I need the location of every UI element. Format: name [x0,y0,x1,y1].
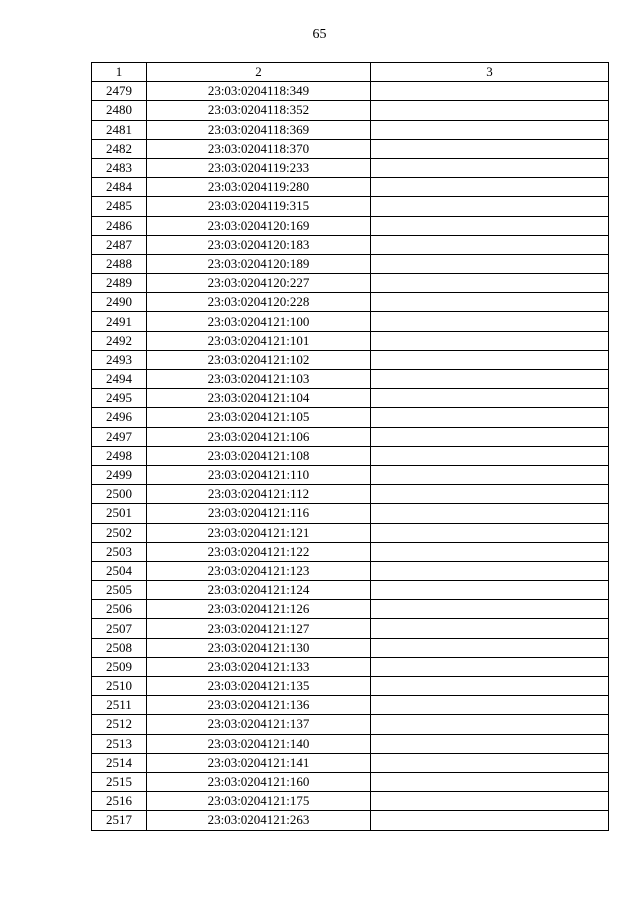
table-row [92,619,609,638]
row-number-cell: 2498 [92,446,147,465]
row-number-cell: 2503 [92,542,147,561]
table-row [92,811,609,830]
row-number-cell: 2512 [92,715,147,734]
row-number-cell: 2489 [92,274,147,293]
row-number-cell: 2482 [92,139,147,158]
cadastral-number-cell: 23:03:0204120:189 [147,254,371,273]
row-number-cell: 2501 [92,504,147,523]
cadastral-number-cell: 23:03:0204121:127 [147,619,371,638]
cadastral-number-cell: 23:03:0204118:352 [147,101,371,120]
row-number-cell: 2507 [92,619,147,638]
table-row [92,772,609,791]
column-header-1: 1 [92,63,147,82]
table-row [92,408,609,427]
table-row [92,158,609,177]
row-number-cell: 2488 [92,254,147,273]
cadastral-number-cell: 23:03:0204121:135 [147,677,371,696]
notes-cell [371,523,609,542]
cadastral-number-cell: 23:03:0204121:263 [147,811,371,830]
cadastral-number-cell: 23:03:0204121:110 [147,465,371,484]
row-number-cell: 2492 [92,331,147,350]
table-row [92,792,609,811]
notes-cell [371,370,609,389]
table-row [92,734,609,753]
table-row [92,331,609,350]
table-row [92,389,609,408]
notes-cell [371,734,609,753]
cadastral-number-cell: 23:03:0204121:133 [147,657,371,676]
row-number-cell: 2490 [92,293,147,312]
notes-cell [371,331,609,350]
table-row [92,427,609,446]
cadastral-number-cell: 23:03:0204121:103 [147,370,371,389]
table-row [92,312,609,331]
table-row [92,350,609,369]
table-header-row [92,63,609,82]
notes-cell [371,504,609,523]
cadastral-number-cell: 23:03:0204120:183 [147,235,371,254]
notes-cell [371,465,609,484]
table-row [92,197,609,216]
table-row [92,446,609,465]
row-number-cell: 2506 [92,600,147,619]
table-body [92,63,609,831]
row-number-cell: 2497 [92,427,147,446]
notes-cell [371,350,609,369]
table-row [92,178,609,197]
notes-cell [371,274,609,293]
table-row [92,485,609,504]
notes-cell [371,158,609,177]
cadastral-number-cell: 23:03:0204121:136 [147,696,371,715]
row-number-cell: 2510 [92,677,147,696]
column-header-3: 3 [371,63,609,82]
row-number-cell: 2487 [92,235,147,254]
notes-cell [371,696,609,715]
notes-cell [371,427,609,446]
cadastral-number-cell: 23:03:0204121:123 [147,561,371,580]
cadastral-number-cell: 23:03:0204120:228 [147,293,371,312]
table-row [92,120,609,139]
row-number-cell: 2504 [92,561,147,580]
table-row [92,293,609,312]
cadastral-table [91,62,609,831]
cadastral-number-cell: 23:03:0204121:104 [147,389,371,408]
notes-cell [371,600,609,619]
cadastral-number-cell: 23:03:0204121:122 [147,542,371,561]
cadastral-number-cell: 23:03:0204118:349 [147,82,371,101]
table-row [92,254,609,273]
column-header-2: 2 [147,63,371,82]
table-row [92,370,609,389]
cadastral-number-cell: 23:03:0204120:169 [147,216,371,235]
table-row [92,504,609,523]
table-row [92,715,609,734]
cadastral-number-cell: 23:03:0204121:108 [147,446,371,465]
row-number-cell: 2479 [92,82,147,101]
notes-cell [371,619,609,638]
table-row [92,561,609,580]
table-row [92,274,609,293]
notes-cell [371,581,609,600]
notes-cell [371,389,609,408]
notes-cell [371,293,609,312]
cadastral-number-cell: 23:03:0204121:141 [147,753,371,772]
cadastral-number-cell: 23:03:0204121:112 [147,485,371,504]
row-number-cell: 2499 [92,465,147,484]
row-number-cell: 2508 [92,638,147,657]
notes-cell [371,446,609,465]
cadastral-number-cell: 23:03:0204121:160 [147,772,371,791]
row-number-cell: 2483 [92,158,147,177]
table-row [92,523,609,542]
row-number-cell: 2511 [92,696,147,715]
row-number-cell: 2516 [92,792,147,811]
cadastral-number-cell: 23:03:0204119:280 [147,178,371,197]
row-number-cell: 2515 [92,772,147,791]
notes-cell [371,638,609,657]
notes-cell [371,753,609,772]
table-row [92,235,609,254]
row-number-cell: 2481 [92,120,147,139]
notes-cell [371,101,609,120]
table-row [92,753,609,772]
notes-cell [371,657,609,676]
row-number-cell: 2509 [92,657,147,676]
table-row [92,101,609,120]
cadastral-number-cell: 23:03:0204121:101 [147,331,371,350]
table-row [92,542,609,561]
cadastral-number-cell: 23:03:0204121:137 [147,715,371,734]
cadastral-number-cell: 23:03:0204119:233 [147,158,371,177]
notes-cell [371,542,609,561]
table-row [92,465,609,484]
notes-cell [371,792,609,811]
notes-cell [371,139,609,158]
row-number-cell: 2480 [92,101,147,120]
cadastral-number-cell: 23:03:0204121:124 [147,581,371,600]
notes-cell [371,811,609,830]
row-number-cell: 2502 [92,523,147,542]
cadastral-number-cell: 23:03:0204121:130 [147,638,371,657]
table-row [92,216,609,235]
table-row [92,657,609,676]
notes-cell [371,677,609,696]
cadastral-number-cell: 23:03:0204118:370 [147,139,371,158]
cadastral-number-cell: 23:03:0204121:105 [147,408,371,427]
notes-cell [371,82,609,101]
notes-cell [371,408,609,427]
cadastral-number-cell: 23:03:0204121:175 [147,792,371,811]
cadastral-number-cell: 23:03:0204120:227 [147,274,371,293]
table-row [92,677,609,696]
table-row [92,696,609,715]
row-number-cell: 2493 [92,350,147,369]
table-row [92,581,609,600]
row-number-cell: 2495 [92,389,147,408]
row-number-cell: 2500 [92,485,147,504]
notes-cell [371,561,609,580]
cadastral-number-cell: 23:03:0204121:116 [147,504,371,523]
notes-cell [371,312,609,331]
row-number-cell: 2496 [92,408,147,427]
table-row [92,139,609,158]
row-number-cell: 2514 [92,753,147,772]
table-row [92,600,609,619]
notes-cell [371,254,609,273]
table-row [92,82,609,101]
notes-cell [371,178,609,197]
notes-cell [371,715,609,734]
cadastral-number-cell: 23:03:0204121:100 [147,312,371,331]
cadastral-number-cell: 23:03:0204121:102 [147,350,371,369]
row-number-cell: 2494 [92,370,147,389]
cadastral-number-cell: 23:03:0204121:121 [147,523,371,542]
notes-cell [371,216,609,235]
notes-cell [371,772,609,791]
notes-cell [371,485,609,504]
cadastral-number-cell: 23:03:0204121:126 [147,600,371,619]
row-number-cell: 2505 [92,581,147,600]
row-number-cell: 2485 [92,197,147,216]
row-number-cell: 2491 [92,312,147,331]
cadastral-number-cell: 23:03:0204121:106 [147,427,371,446]
notes-cell [371,197,609,216]
cadastral-number-cell: 23:03:0204118:369 [147,120,371,139]
cadastral-number-cell: 23:03:0204121:140 [147,734,371,753]
notes-cell [371,235,609,254]
row-number-cell: 2513 [92,734,147,753]
row-number-cell: 2486 [92,216,147,235]
cadastral-number-cell: 23:03:0204119:315 [147,197,371,216]
page-number: 65 [312,27,327,42]
table-row [92,638,609,657]
notes-cell [371,120,609,139]
row-number-cell: 2484 [92,178,147,197]
row-number-cell: 2517 [92,811,147,830]
